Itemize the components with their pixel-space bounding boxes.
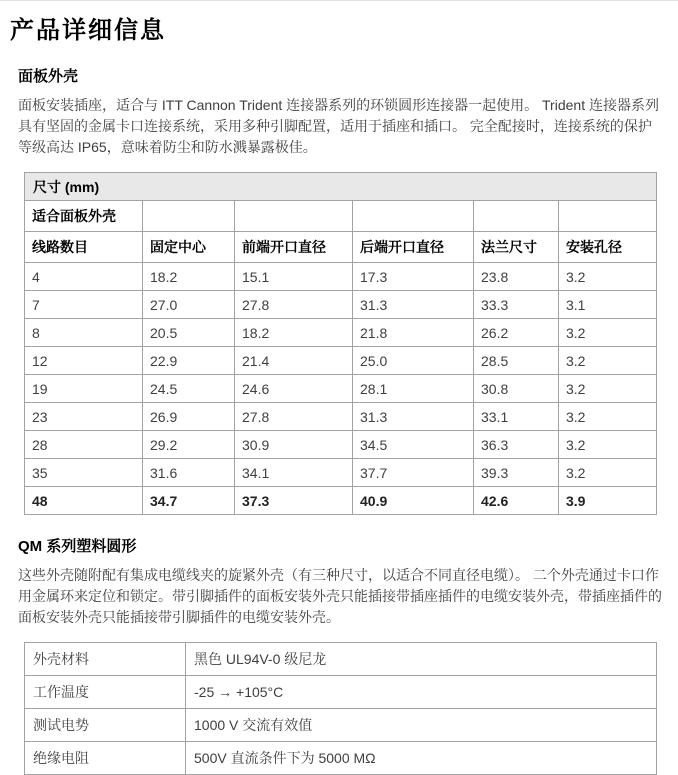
table-cell: 18.2 — [235, 319, 353, 347]
column-header: 线路数目 — [25, 232, 143, 263]
table-row — [25, 709, 657, 742]
table-row — [25, 403, 657, 431]
table-cell: 29.2 — [143, 431, 235, 459]
table-cell: 39.3 — [474, 459, 559, 487]
specs-table — [24, 642, 657, 775]
table-cell: 20.5 — [143, 319, 235, 347]
table-cell: 40.9 — [353, 487, 474, 515]
column-header: 法兰尺寸 — [474, 232, 559, 263]
table-row — [25, 643, 657, 676]
table-cell: 34.7 — [143, 487, 235, 515]
table-cell: 35 — [25, 459, 143, 487]
table-cell: 3.2 — [559, 459, 657, 487]
table-cell: 3.2 — [559, 431, 657, 459]
table-cell: 26.9 — [143, 403, 235, 431]
table-cell: 3.9 — [559, 487, 657, 515]
table-cell: 31.6 — [143, 459, 235, 487]
table-cell: 23.8 — [474, 263, 559, 291]
spec-label: 测试电势 — [25, 709, 186, 742]
table-row — [25, 291, 657, 319]
table-row — [25, 263, 657, 291]
table-cell: 15.1 — [235, 263, 353, 291]
table-cell: 31.3 — [353, 403, 474, 431]
table-cell: 27.8 — [235, 291, 353, 319]
dimensions-subtitle: 适合面板外壳 — [25, 201, 143, 232]
table-row — [25, 375, 657, 403]
dimensions-table — [24, 172, 657, 515]
table-cell: 7 — [25, 291, 143, 319]
table-cell: 27.0 — [143, 291, 235, 319]
table-cell: 34.5 — [353, 431, 474, 459]
table-cell: 21.8 — [353, 319, 474, 347]
table-cell: 48 — [25, 487, 143, 515]
dimensions-subtitle-row — [25, 201, 657, 232]
spec-value: 1000 V 交流有效值 — [186, 709, 657, 742]
table-cell: 19 — [25, 375, 143, 403]
table-cell: 26.2 — [474, 319, 559, 347]
table-cell: 28.5 — [474, 347, 559, 375]
table-cell: 3.2 — [559, 263, 657, 291]
column-header: 固定中心 — [143, 232, 235, 263]
table-cell: 22.9 — [143, 347, 235, 375]
table-cell: 42.6 — [474, 487, 559, 515]
specs-table-body — [25, 643, 657, 775]
table-cell: 37.7 — [353, 459, 474, 487]
table-cell: 25.0 — [353, 347, 474, 375]
table-cell: 37.3 — [235, 487, 353, 515]
table-cell: 24.6 — [235, 375, 353, 403]
table-row — [25, 676, 657, 709]
section-heading-qm-series: QM 系列塑料圆形 — [18, 538, 137, 555]
table-cell: 17.3 — [353, 263, 474, 291]
spec-label: 绝缘电阻 — [25, 742, 186, 775]
spec-label: 外壳材料 — [25, 643, 186, 676]
dim-columns-row — [25, 232, 657, 263]
qm-series-description: 这些外壳随附配有集成电缆线夹的旋紧外壳（有三种尺寸，以适合不同直径电缆）。 二个外壳通过卡口作用金属环来定位和锁定。带引脚插件的面板安装外壳只能插接带插座插件的电缆安装外壳，带插座插件的面板安装外壳只能插接带引脚插件的电缆安装外壳。 — [18, 567, 662, 625]
table-cell: 21.4 — [235, 347, 353, 375]
spec-label: 工作温度 — [25, 676, 186, 709]
table-cell: 33.1 — [474, 403, 559, 431]
table-cell: 8 — [25, 319, 143, 347]
page-title: 产品详细信息 — [10, 17, 166, 44]
table-cell: 24.5 — [143, 375, 235, 403]
panel-housing-description: 面板安装插座，适合与 ITT Cannon Trident 连接器系列的环锁圆形连接器一起使用。 Trident 连接器系列具有坚固的金属卡口连接系统，采用多种引脚配置，适用于插座和插口。 完全配接时，连接系统的保护等级高达 IP65，意味着防尘和防水溅暴露极佳。 — [18, 97, 659, 155]
table-cell: 30.9 — [235, 431, 353, 459]
table-cell: 18.2 — [143, 263, 235, 291]
table-cell: 30.8 — [474, 375, 559, 403]
table-row — [25, 459, 657, 487]
dim-table-body — [25, 263, 657, 515]
table-cell: 4 — [25, 263, 143, 291]
spec-value: 500V 直流条件下为 5000 MΩ — [186, 742, 657, 775]
spec-value: 黑色 UL94V-0 级尼龙 — [186, 643, 657, 676]
table-cell: 31.3 — [353, 291, 474, 319]
table-cell: 3.2 — [559, 403, 657, 431]
table-cell: 28 — [25, 431, 143, 459]
table-row — [25, 487, 657, 515]
table-cell: 3.2 — [559, 319, 657, 347]
table-cell: 33.3 — [474, 291, 559, 319]
section-heading-panel-housing: 面板外壳 — [18, 68, 79, 85]
column-header: 后端开口直径 — [353, 232, 474, 263]
table-cell: 36.3 — [474, 431, 559, 459]
table-cell: 23 — [25, 403, 143, 431]
table-cell: 3.2 — [559, 347, 657, 375]
table-row — [25, 742, 657, 775]
table-cell: 3.2 — [559, 375, 657, 403]
column-header: 安装孔径 — [559, 232, 657, 263]
table-row — [25, 319, 657, 347]
dimensions-title: 尺寸 (mm) — [25, 173, 657, 201]
dimensions-title-row — [25, 173, 657, 201]
table-cell: 28.1 — [353, 375, 474, 403]
table-cell: 3.1 — [559, 291, 657, 319]
dim-table-head-rows — [25, 173, 657, 263]
table-cell: 27.8 — [235, 403, 353, 431]
table-row — [25, 347, 657, 375]
table-row — [25, 431, 657, 459]
table-cell: 12 — [25, 347, 143, 375]
column-header: 前端开口直径 — [235, 232, 353, 263]
spec-value: -25 → +105°C — [186, 676, 657, 709]
table-cell: 34.1 — [235, 459, 353, 487]
